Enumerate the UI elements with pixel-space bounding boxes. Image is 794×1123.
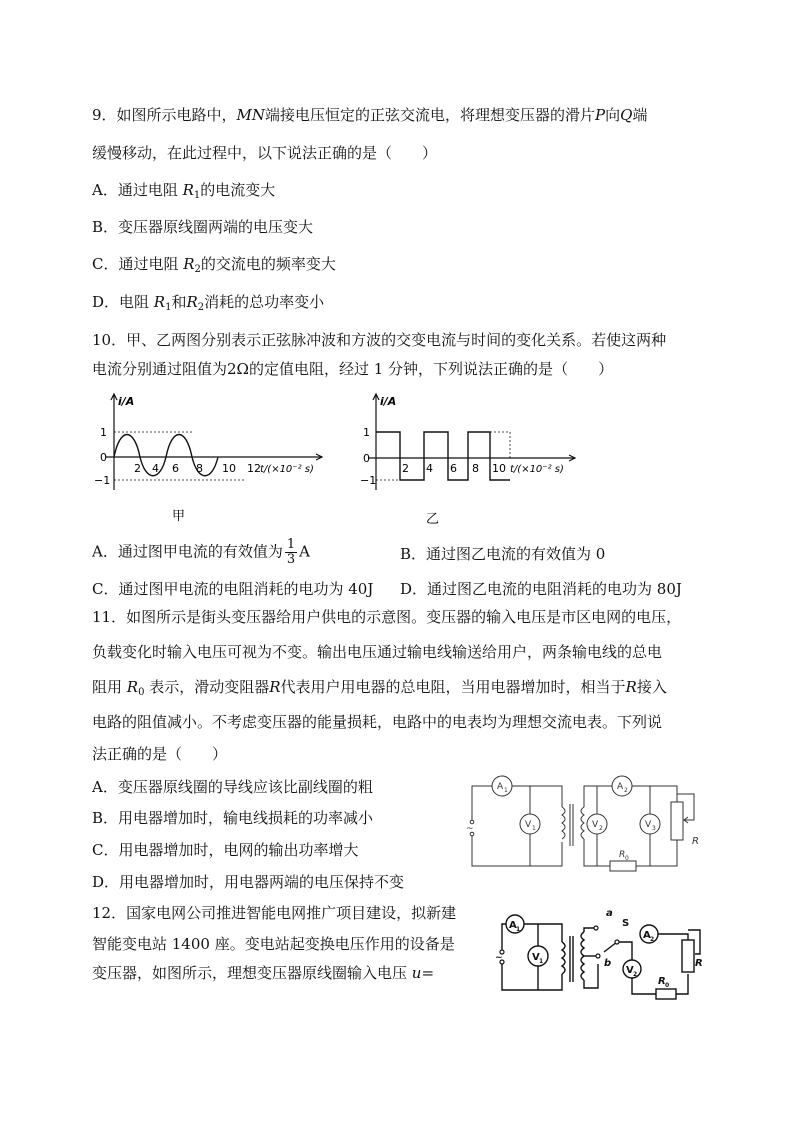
graph-left-xtick: 10 — [222, 462, 236, 475]
svg-text:V: V — [592, 820, 599, 830]
q12-stem-line2: 智能变电站 1400 座。变电站起变换电压作用的设备是 — [92, 935, 455, 953]
svg-text:3: 3 — [652, 825, 656, 832]
svg-text:V: V — [645, 820, 652, 830]
svg-text:R: R — [619, 850, 626, 860]
graph-left-xtick: 2 — [134, 462, 141, 475]
svg-text:R: R — [695, 958, 703, 969]
graph-right-caption: 乙 — [426, 512, 440, 527]
svg-text:b: b — [604, 958, 612, 969]
svg-text:0: 0 — [665, 982, 670, 989]
q11-option-a: A．变压器原线圈的导线应该比副线圈的粗 — [92, 778, 373, 796]
graph-sine-pulse — [92, 390, 342, 525]
graph-right-xtick: 10 — [492, 462, 506, 475]
svg-text:A: A — [497, 782, 504, 792]
circuit-substation-transformer — [492, 902, 707, 1000]
graph-left-xtick: 6 — [172, 462, 179, 475]
graph-left-caption: 甲 — [172, 509, 186, 524]
svg-text:~: ~ — [466, 824, 474, 834]
graph-right-xtick: 6 — [450, 462, 457, 475]
q10-option-a: A．通过图甲电流的有效值为 $\frac{1}{3}$ A — [92, 537, 310, 567]
q11-option-b: B．用电器增加时，输电线损耗的功率减小 — [92, 809, 374, 827]
graph-left-ytick-zero: 0 — [100, 451, 107, 464]
q10-option-b: B．通过图乙电流的有效值为 0 — [400, 545, 606, 563]
graph-right-ytick-top: 1 — [363, 426, 370, 439]
q10-stem-line1: 10．甲、乙两图分别表示正弦脉冲波和方波的交变电流与时间的变化关系。若使这两种 — [92, 331, 667, 349]
q11-stem-line2: 负载变化时输入电压可视为不变。输出电压通过输电线输送给用户，两条输电线的总电 — [92, 643, 663, 661]
q10-option-d: D．通过图乙电流的电阻消耗的电功为 80J — [400, 580, 682, 598]
svg-text:2: 2 — [599, 825, 603, 832]
q9-stem-line2: 缓慢移动，在此过程中，以下说法正确的是（ ） — [92, 144, 438, 162]
q12-stem-line3: 变压器，如图所示，理想变压器原线圈输入电压 u= — [92, 964, 435, 982]
q12-stem-line1: 12．国家电网公司推进智能电网推广项目建设，拟新建 — [92, 904, 457, 922]
svg-text:1: 1 — [516, 926, 521, 933]
svg-text:V: V — [525, 820, 532, 830]
svg-text:1: 1 — [504, 787, 508, 794]
q11-stem-line4: 电路的阻值减小。不考虑变压器的能量损耗，电路中的电表均为理想交流电表。下列说 — [92, 713, 663, 731]
q11-stem-line1: 11．如图所示是街头变压器给用户供电的示意图。变压器的输入电压是市区电网的电压， — [92, 608, 682, 626]
graph-right-xlabel: t/(×10⁻² s) — [510, 464, 564, 475]
q11-stem-line5: 法正确的是（ ） — [92, 745, 228, 763]
fraction-one-third: $\frac{1}{3}$ — [286, 537, 296, 567]
svg-text:0: 0 — [625, 855, 629, 862]
graph-right-xtick: 2 — [402, 462, 409, 475]
svg-text:S: S — [622, 918, 630, 929]
svg-text:1: 1 — [532, 825, 536, 832]
svg-text:~: ~ — [495, 953, 503, 963]
svg-text:R: R — [658, 976, 666, 987]
svg-text:2: 2 — [633, 971, 638, 978]
svg-text:A: A — [617, 782, 624, 792]
q10-stem-line2: 电流分别通过阻值为2Ω的定值电阻，经过 1 分钟，下列说法正确的是（ ） — [92, 360, 614, 378]
graph-square-wave — [360, 390, 590, 530]
svg-text:1: 1 — [539, 958, 544, 965]
svg-text:A: A — [643, 930, 651, 941]
q9-option-d: D．电阻 $R_1$和$R_2$消耗的总功率变小 — [92, 293, 325, 313]
q9-stem-line1: 9．如图所示电路中，MN端接电压恒定的正弦交流电，将理想变压器的滑片P向Q端 — [92, 106, 648, 124]
svg-text:R: R — [692, 836, 699, 847]
graph-right-xtick: 4 — [426, 462, 433, 475]
graph-right-ytick-zero: 0 — [363, 452, 370, 465]
q9-option-c: C．通过电阻 $R_2$的交流电的频率变大 — [92, 255, 336, 275]
q11-stem-line3: 阻用 $R_0$ 表示，滑动变阻器R代表用户用电器的总电阻，当用电器增加时，相当于R接入 — [92, 678, 667, 698]
square-wave-curve — [376, 432, 510, 480]
graph-left-xtick: 4 — [152, 462, 159, 475]
q11-option-d: D．用电器增加时，用电器两端的电压保持不变 — [92, 873, 405, 891]
svg-text:A: A — [509, 920, 517, 931]
q9-option-a: A．通过电阻 $R_1$的电流变大 — [92, 181, 276, 201]
circuit-street-transformer — [462, 772, 712, 878]
graph-left-xlabel: t/(×10⁻² s) — [260, 464, 314, 475]
svg-text:V: V — [532, 952, 540, 963]
svg-text:V: V — [626, 965, 634, 976]
graph-left-ylabel: i/A — [118, 395, 135, 408]
q10-option-c: C．通过图甲电流的电阻消耗的电功为 40J — [92, 580, 374, 598]
graph-left-xtick: 8 — [196, 462, 203, 475]
svg-text:2: 2 — [650, 936, 655, 943]
svg-text:a: a — [606, 908, 613, 919]
graph-left-ytick-bottom: −1 — [94, 474, 111, 487]
q9-option-b: B．变压器原线圈两端的电压变大 — [92, 218, 314, 236]
svg-text:2: 2 — [624, 787, 628, 794]
graph-left-ytick-top: 1 — [100, 426, 107, 439]
graph-right-xtick: 8 — [472, 462, 479, 475]
q11-option-c: C．用电器增加时，电网的输出功率增大 — [92, 841, 359, 859]
graph-left-xtick: 12 — [247, 462, 261, 475]
graph-right-ylabel: i/A — [380, 395, 397, 408]
graph-right-ytick-bottom: −1 — [360, 474, 377, 487]
